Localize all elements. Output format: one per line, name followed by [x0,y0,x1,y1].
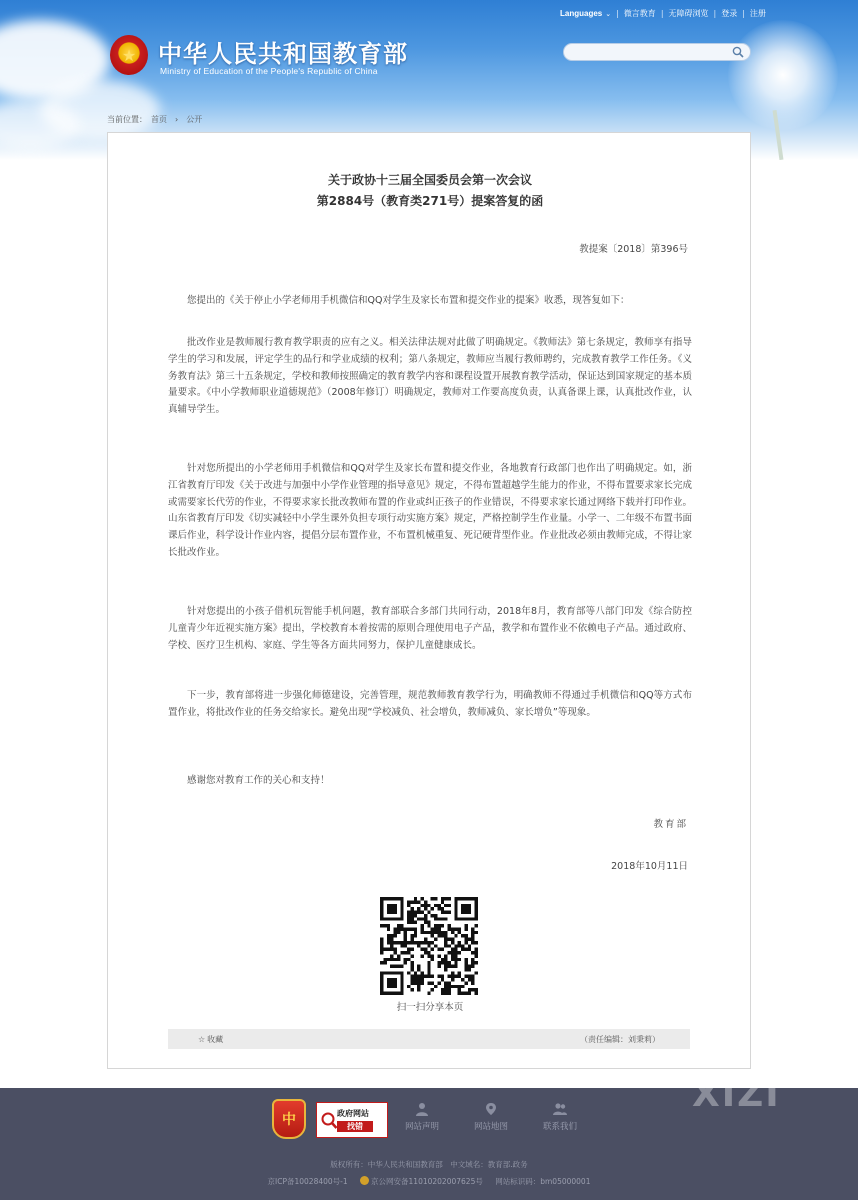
police-record-label: 京公网安备11010202007625号 [371,1177,483,1186]
site-identifier: 网站标识码：bm05000001 [495,1177,591,1186]
signature-organization: 教育部 [653,819,688,830]
gov-error-label: 政府网站 [337,1109,369,1118]
top-links [560,8,766,19]
editor-credit: （责任编辑：刘秉莉） [580,1034,660,1044]
article-paragraph: 感谢您对教育工作的关心和支持！ [187,775,330,786]
article-container [107,132,751,1069]
copyright-text: 版权所有：中华人民共和国教育部 中文域名：教育部.政务 [330,1160,528,1169]
qr-modules [380,897,478,995]
article-title-line1: 关于政协十三届全国委员会第一次会议 [327,173,532,187]
qr-caption: 扫一扫分享本页 [396,1002,464,1013]
divider: | [660,9,664,18]
divider: | [713,9,717,18]
gov-site-error-report-button[interactable] [316,1102,388,1138]
contact-us-label: 联系我们 [542,1122,577,1132]
divider: | [742,9,745,18]
article-action-bar [168,1029,690,1049]
breadcrumb-separator: › [175,115,179,124]
article-paragraph: 您提出的《关于停止小学老师用手机微信和QQ对学生及家长布置和提交作业的提案》收悉，现答复如下： [187,295,630,306]
chevron-down-icon[interactable]: ⌄ [605,9,612,18]
dandelion-decoration [728,20,838,130]
register-link[interactable]: 注册 [749,9,766,18]
search-box [563,43,751,61]
divider: | [616,9,619,18]
site-title[interactable]: 中华人民共和国教育部 [158,40,408,68]
police-record-link[interactable] [360,1177,483,1186]
accessibility-link[interactable]: 无障碍浏览 [668,9,709,18]
article-paragraph: 针对您所提出的小学老师用手机微信和QQ对学生及家长布置和提交作业，各地教育行政部门也作出了明确规定。如，浙江省教育厅印发《关于改进与加强中小学作业管理的指导意见》规定，不得布置超越学生能力的作业，不得布置要求家长完成或需要家长代劳的作业，不得要求家长批改教师布置的作业或纠正孩子的作业错误，不得要求家长通过网络下载并打印作业。山东省教育厅印发《切实减轻中小学生课外负担专项行动实施方案》规定，严格控制学生作业量。小学一、二年级不布置书面课后作业，科学设计作业内容，提倡分层布置作业，不布置机械重复、死记硬背型作业。作业批改必须由教师完成，不得让家长批改作业。 [168,463,692,558]
breadcrumb [107,114,202,125]
qr-code-icon [380,897,478,995]
site-subtitle: Ministry of Education of the People's Republic of China [160,66,378,76]
icp-record-link[interactable]: 京ICP备10028400号-1 [267,1177,348,1186]
location-pin-icon [484,1102,498,1116]
person-icon [415,1102,429,1116]
article-paragraph: 下一步，教育部将进一步强化师德建设，完善管理，规范教师教育教学行为，明确教师不得通过手机微信和QQ等方式布置作业，将批改作业的任务交给家长。避免出现“学校减负、社会增负，教师减负、家长增负”等现象。 [168,690,692,718]
document-number: 教提案〔2018〕第396号 [579,244,688,255]
article-paragraph: 批改作业是教师履行教育教学职责的应有之义。相关法律法规对此做了明确规定。《教师法》第七条规定，教师享有指导学生的学习和发展，评定学生的品行和学业成绩的权利；第八条规定，教师应当履行教师聘约，完成教育教学工作任务。《义务教育法》第三十五条规定，学校和教师按照确定的教育教学内容和课程设置开展教育教学活动，保证达到国家规定的基本质量要求。《中小学教师职业道德规范》（2008年修订）明确规定，教师对工作要高度负责，认真备课上课，认真批改作业，认真辅导学生。 [168,337,692,416]
magnifier-icon [320,1111,338,1131]
site-statement-label: 网站声明 [404,1122,439,1132]
languages-link[interactable]: Languages [560,9,603,18]
login-link[interactable]: 登录 [721,9,738,18]
search-icon[interactable] [732,46,744,58]
breadcrumb-current-link[interactable]: 公开 [186,115,203,124]
bookmark-button[interactable] [198,1034,223,1045]
bookmark-label: 收藏 [207,1034,224,1044]
sitemap-label: 网站地图 [473,1122,508,1132]
star-icon: ☆ [198,1034,206,1044]
police-badge-icon [360,1176,369,1185]
breadcrumb-prefix: 当前位置： [107,115,147,124]
search-input[interactable] [572,49,732,65]
article-title-line2: 第2884号（教育类271号）提案答复的函 [316,194,544,208]
breadcrumb-home-link[interactable]: 首页 [151,115,167,124]
sitemap-link[interactable] [461,1102,521,1132]
watermark-logo: XIZI [692,1074,781,1115]
signature-date: 2018年10月11日 [611,861,688,872]
article-paragraph: 针对您提出的小孩子借机玩智能手机问题，教育部联合多部门共同行动，2018年8月，教育部等八部门印发《综合防控儿童青少年近视实施方案》提出，学校教育本着按需的原则合理使用电子产品，教学和布置作业不依赖电子产品。通过政府、学校、医疗卫生机构、家庭、学生等各方面共同努力，保护儿童健康成长。 [168,606,692,651]
contact-us-link[interactable] [530,1102,590,1132]
site-statement-link[interactable] [392,1102,452,1132]
weibo-link[interactable]: 微言教育 [623,9,656,18]
national-emblem-icon[interactable]: ★ [110,35,148,75]
record-info [0,1176,858,1187]
party-organization-badge-icon[interactable] [272,1099,306,1139]
party-badge-glyph: 中 [282,1112,296,1128]
gov-error-action: 找错 [337,1121,373,1132]
people-icon [552,1102,568,1116]
